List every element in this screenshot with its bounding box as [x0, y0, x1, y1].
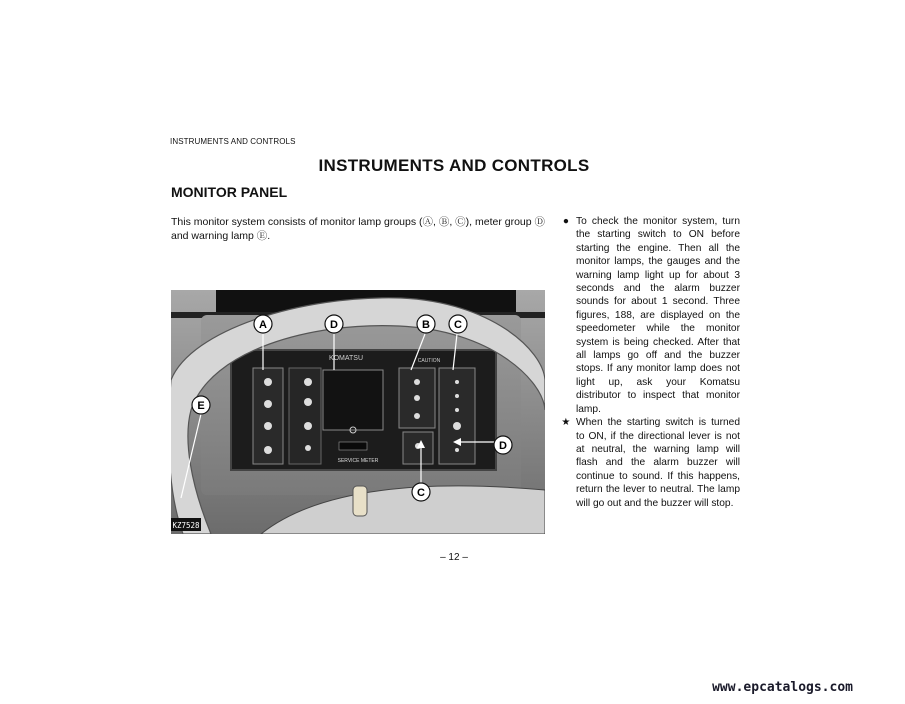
note-directional-lever	[560, 416, 740, 510]
callout-d-right: D	[499, 440, 507, 452]
callout-c-top: C	[454, 319, 462, 331]
note-text: To check the monitor system, turn the starting switch to ON before starting the engine. Then all the monitor lamps, the gauges and the warning lamp light up for about 3 seconds and the alarm buzzer sounds for about 1 second. Three figures, 188, are displayed on the speedometer while the monitor system is being checked. After that all lamps go off and the buzzer stops. If any monitor lamp does not light up, ask your Komatsu distributor to inspect that monitor lamp.	[576, 216, 740, 415]
bullet-dot: ●	[562, 216, 570, 227]
page-title: INSTRUMENTS AND CONTROLS	[318, 156, 590, 175]
page-number: – 12 –	[440, 552, 468, 563]
notes-column	[560, 215, 740, 510]
photo-ref-code: KZ7528	[172, 521, 200, 530]
callout-e: E	[197, 400, 205, 412]
note-monitor-check	[560, 215, 740, 416]
bullet-star: ★	[561, 417, 571, 429]
subsection-title: MONITOR PANEL	[171, 184, 288, 200]
callout-c-bottom: C	[417, 487, 425, 499]
service-meter-label: SERVICE METER	[337, 458, 379, 464]
intro-paragraph: This monitor system consists of monitor lamp groups (Ⓐ, Ⓑ, Ⓒ), meter group Ⓓ and warning lamp Ⓔ.	[171, 216, 546, 242]
monitor-panel-photo	[171, 290, 545, 534]
brand-label: KOMATSU	[328, 355, 364, 362]
callout-d-top: D	[330, 319, 338, 331]
section-header: INSTRUMENTS AND CONTROLS	[170, 137, 296, 146]
footer-url: www.epcatalogs.com	[712, 680, 853, 695]
callout-a: A	[259, 319, 267, 331]
caution-label: CAUTION	[417, 358, 441, 364]
callout-b: B	[422, 319, 430, 331]
note-text: When the starting switch is turned to ON, if the directional lever is not at neutral, the warning lamp will flash and the alarm buzzer will continue to sound. If this happens, return the lever to neutral. The lamp will go out and the buzzer will stop.	[576, 417, 740, 509]
